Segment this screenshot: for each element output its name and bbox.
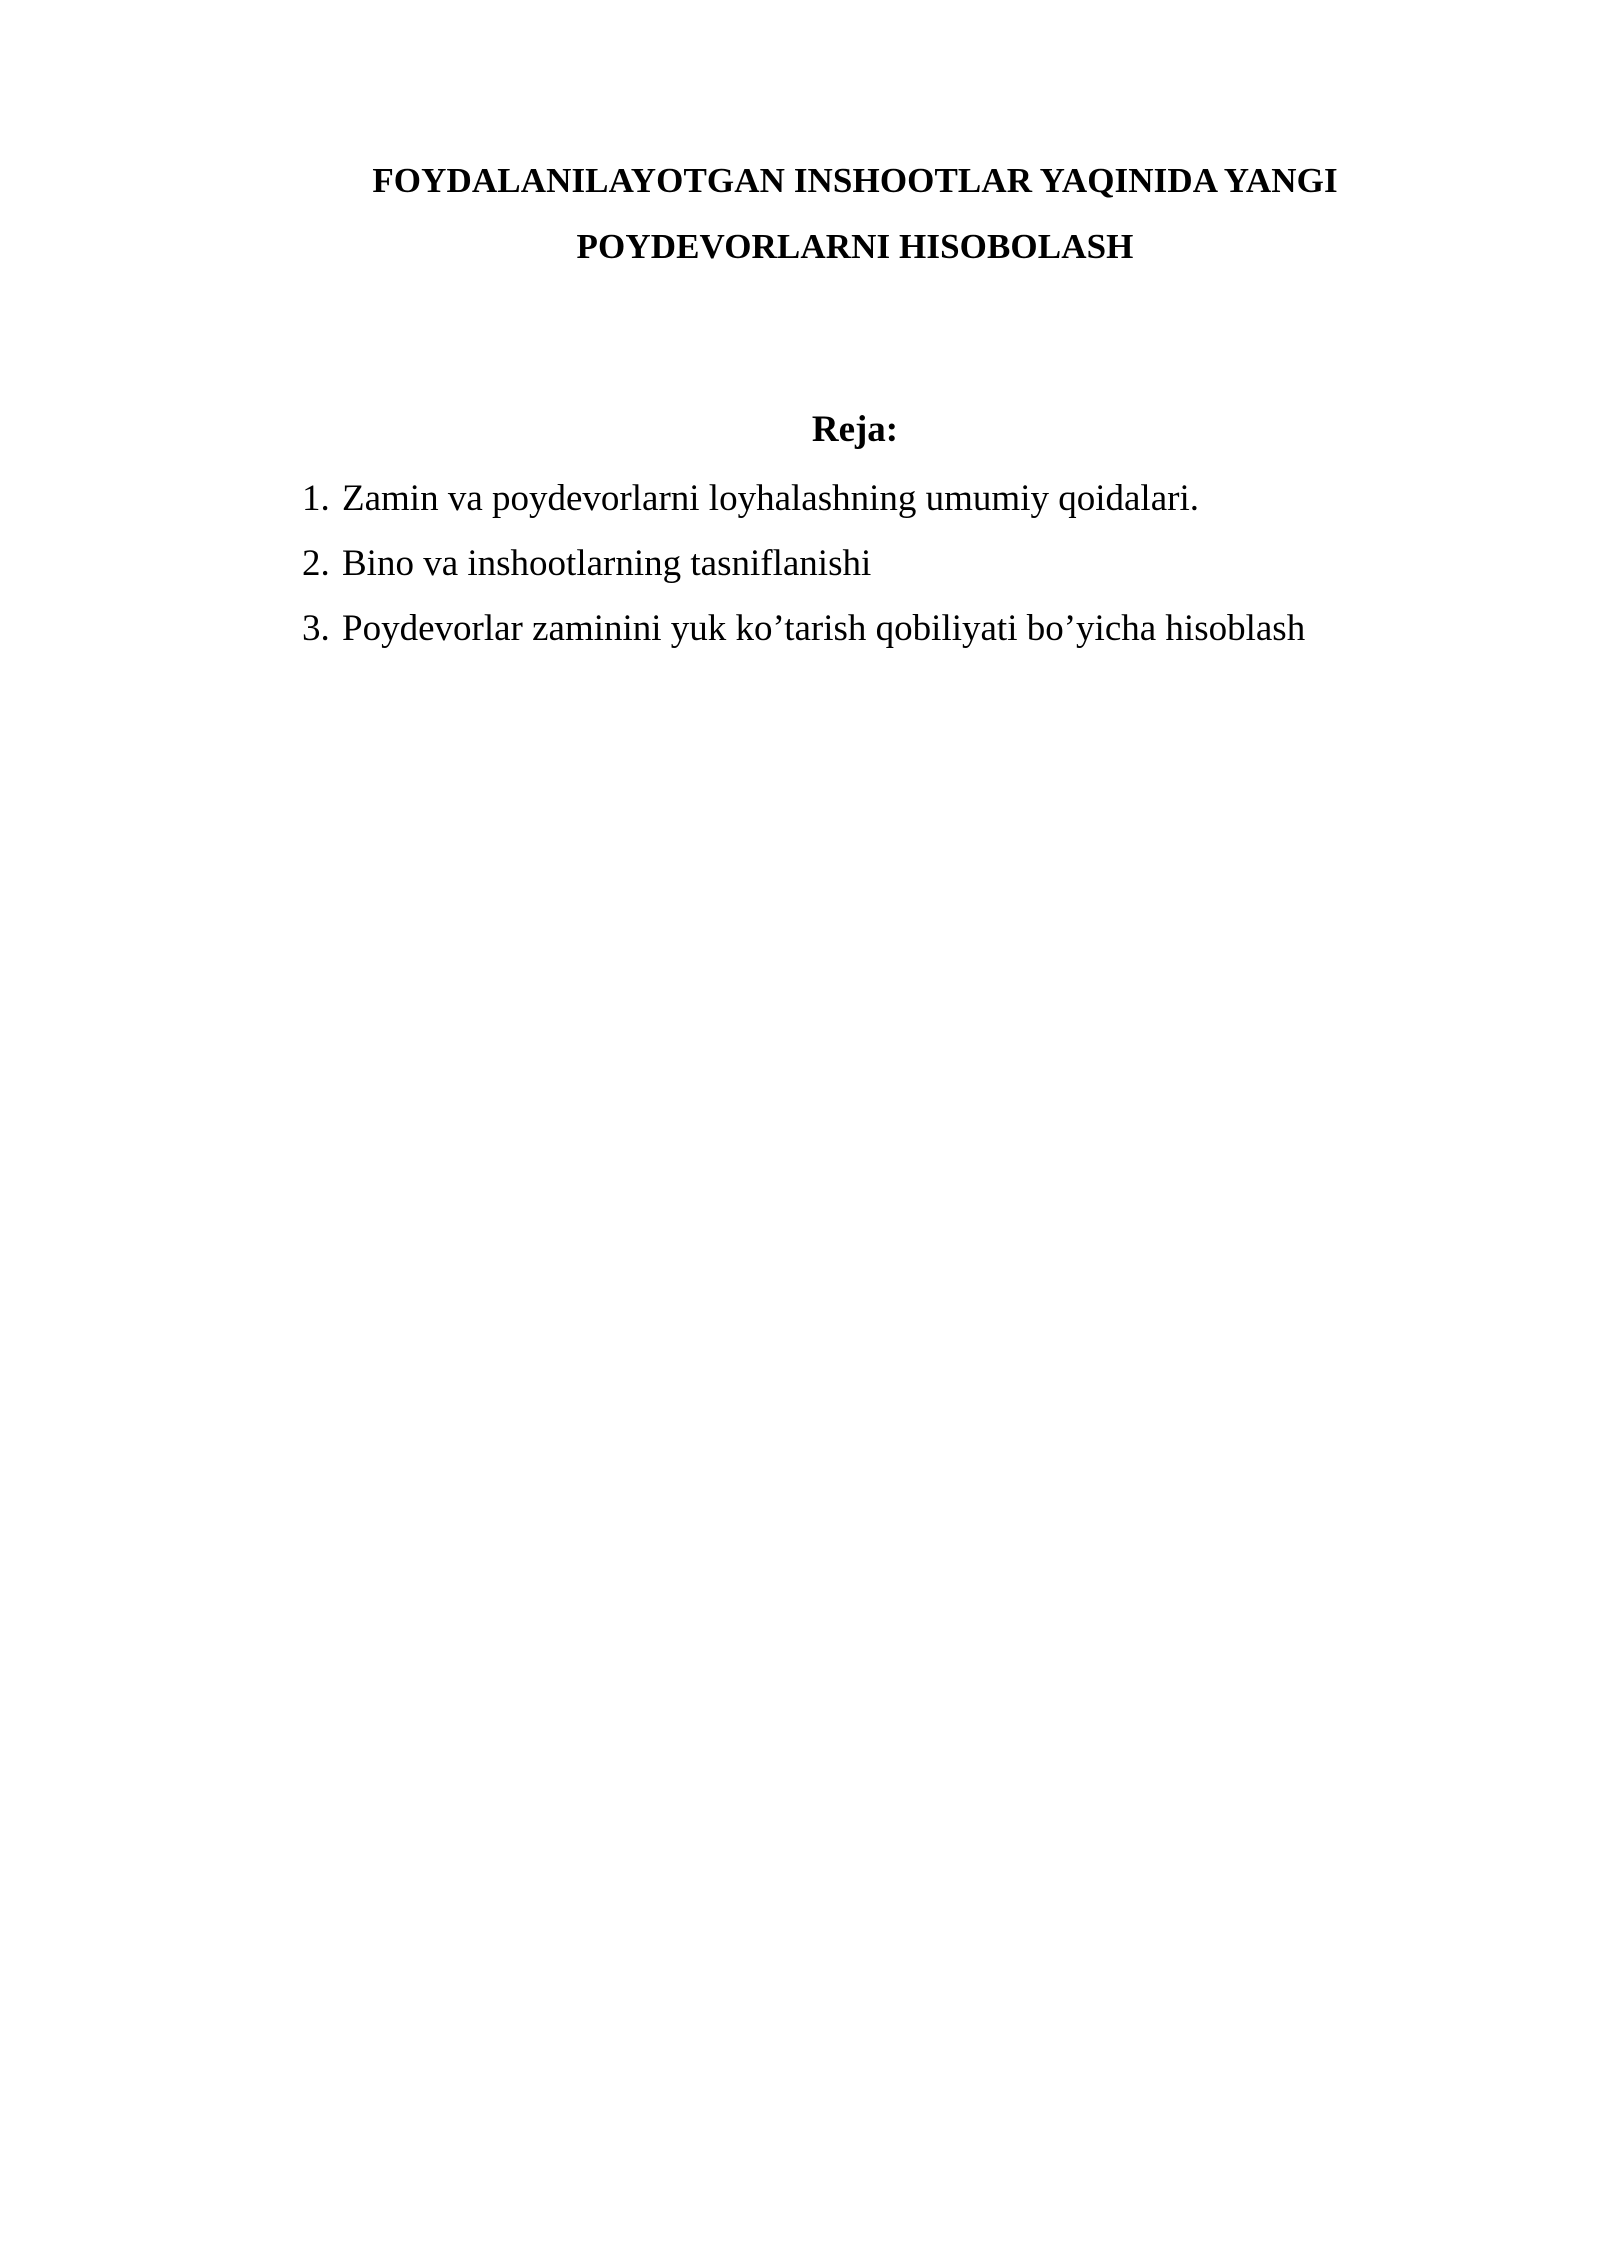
plan-item-3: [302, 596, 1402, 661]
plan-item-1: [302, 466, 1402, 531]
plan-list: [302, 466, 1402, 661]
document-title-line-1: FOYDALANILAYOTGAN INSHOOTLAR YAQINIDA YANGI: [372, 161, 1338, 200]
plan-heading: Reja:: [811, 409, 899, 450]
document-title-line-2: POYDEVORLARNI HISOBOLASH: [576, 227, 1134, 266]
plan-item-number: 1.: [302, 478, 330, 519]
plan-item-text: Bino va inshootlarning tasniflanishi: [342, 543, 872, 584]
plan-item-text: Poydevorlar zaminini yuk ko’tarish qobiliyati bo’yicha hisoblash: [342, 608, 1306, 649]
plan-item-2: [302, 531, 1402, 596]
plan-item-text: Zamin va poydevorlarni loyhalashning umumiy qoidalari.: [342, 478, 1199, 519]
plan-item-number: 2.: [302, 543, 330, 584]
plan-item-number: 3.: [302, 608, 330, 649]
document-title: [300, 148, 1410, 280]
